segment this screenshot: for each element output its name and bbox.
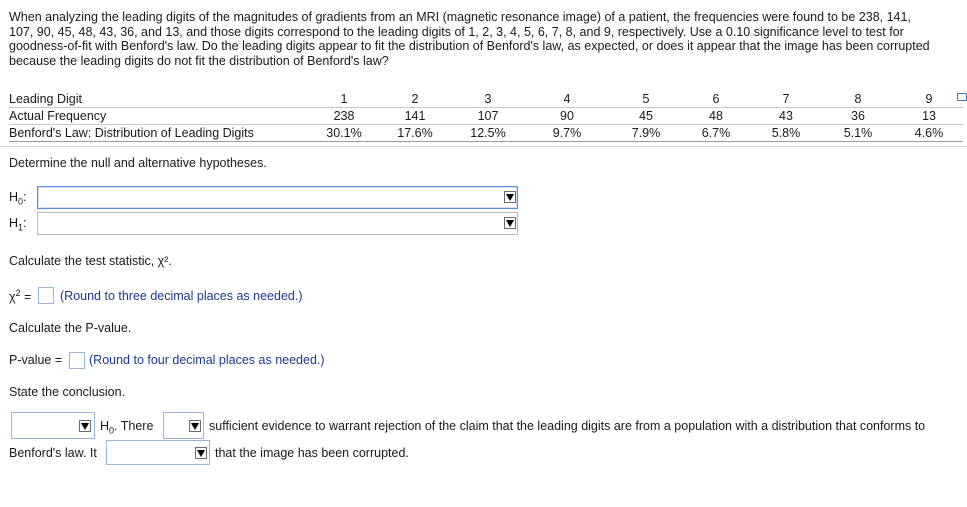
- problem-line: goodness-of-fit with Benford's law. Do the leading digits appear to fit the distribution of Benford's law, as expected, or does it appear that the image has been corrupted: [9, 39, 930, 54]
- problem-line: 107, 90, 45, 48, 43, 36, and 13, and those digits correspond to the leading digits of 1, 2, 3, 4, 5, 6, 7, 8, and 9, respectively. Use a 0.10 significance level to test for: [9, 24, 904, 39]
- conclusion-line1: sufficient evidence to warrant rejection of the claim that the leading digits are from a population with a distribution that conforms to: [209, 419, 926, 433]
- problem-line: When analyzing the leading digits of the magnitudes of gradients from an MRI (magnetic resonance image) of a patient, the frequencies were found to be 238, 141,: [9, 10, 911, 24]
- chevron-down-icon: [504, 191, 516, 203]
- problem-line: because the leading digits do not fit the distribution of Benford's law?: [9, 53, 389, 68]
- table-cell: 43: [751, 108, 821, 125]
- table-cell: 5.8%: [751, 125, 821, 142]
- h1-label: $H_1$:: [9, 216, 27, 233]
- chevron-down-icon: [189, 420, 201, 432]
- row-label: Leading Digit: [9, 91, 311, 108]
- table-cell: 4: [523, 91, 611, 108]
- chi-square-label: $\chi^2$ =: [9, 288, 32, 305]
- table-cell: 12.5%: [453, 125, 523, 142]
- table-cell: 90: [523, 108, 611, 125]
- table-cell: 141: [377, 108, 453, 125]
- table-cell: 45: [611, 108, 681, 125]
- section-divider: [0, 146, 967, 147]
- table-cell: 5.1%: [821, 125, 895, 142]
- table-cell: 36: [821, 108, 895, 125]
- table-cell: 3: [453, 91, 523, 108]
- h0-label: $H_0$:: [9, 190, 27, 207]
- table-cell: 7: [751, 91, 821, 108]
- chi-square-input[interactable]: [38, 287, 54, 304]
- table-cell: 30.1%: [311, 125, 377, 142]
- decision-select[interactable]: [11, 412, 95, 439]
- table-cell: 5: [611, 91, 681, 108]
- conclusion-line2-end: that the image has been corrupted.: [215, 446, 409, 460]
- problem-statement: [9, 10, 967, 68]
- pvalue-input[interactable]: [69, 352, 85, 369]
- pvalue-prompt: Calculate the P-value.: [9, 321, 132, 335]
- evidence-select[interactable]: [163, 412, 204, 439]
- conclusion-h0-text: $H_0$. There: [100, 419, 154, 436]
- table-cell: 7.9%: [611, 125, 681, 142]
- pvalue-label: P-value =: [9, 353, 63, 367]
- table-row: [9, 125, 963, 142]
- table-cell: 9: [895, 91, 963, 108]
- table-cell: 9.7%: [523, 125, 611, 142]
- hypotheses-prompt: Determine the null and alternative hypotheses.: [9, 156, 267, 170]
- table-cell: 6.7%: [681, 125, 751, 142]
- table-cell: 6: [681, 91, 751, 108]
- table-row: [9, 91, 963, 108]
- benford-table: [9, 91, 963, 142]
- table-cell: 8: [821, 91, 895, 108]
- table-cell: 4.6%: [895, 125, 963, 142]
- chevron-down-icon: [79, 420, 91, 432]
- table-cell: 1: [311, 91, 377, 108]
- table-cell: 2: [377, 91, 453, 108]
- h1-select[interactable]: [37, 212, 518, 235]
- table-cell: 238: [311, 108, 377, 125]
- test-statistic-prompt: Calculate the test statistic, χ².: [9, 254, 172, 268]
- table-cell: 107: [453, 108, 523, 125]
- conclusion-line2-start: Benford's law. It: [9, 446, 97, 460]
- table-cell: 13: [895, 108, 963, 125]
- appear-select[interactable]: [106, 440, 210, 465]
- chi-square-hint: (Round to three decimal places as needed.): [60, 289, 303, 303]
- conclusion-prompt: State the conclusion.: [9, 385, 126, 399]
- h0-select[interactable]: [37, 186, 518, 209]
- chevron-down-icon: [504, 217, 516, 229]
- table-row: [9, 108, 963, 125]
- table-cell: 17.6%: [377, 125, 453, 142]
- chevron-down-icon: [195, 447, 207, 459]
- table-cell: 48: [681, 108, 751, 125]
- pvalue-hint: (Round to four decimal places as needed.): [89, 353, 325, 367]
- row-label: Benford's Law: Distribution of Leading Digits: [9, 125, 311, 142]
- row-label: Actual Frequency: [9, 108, 311, 125]
